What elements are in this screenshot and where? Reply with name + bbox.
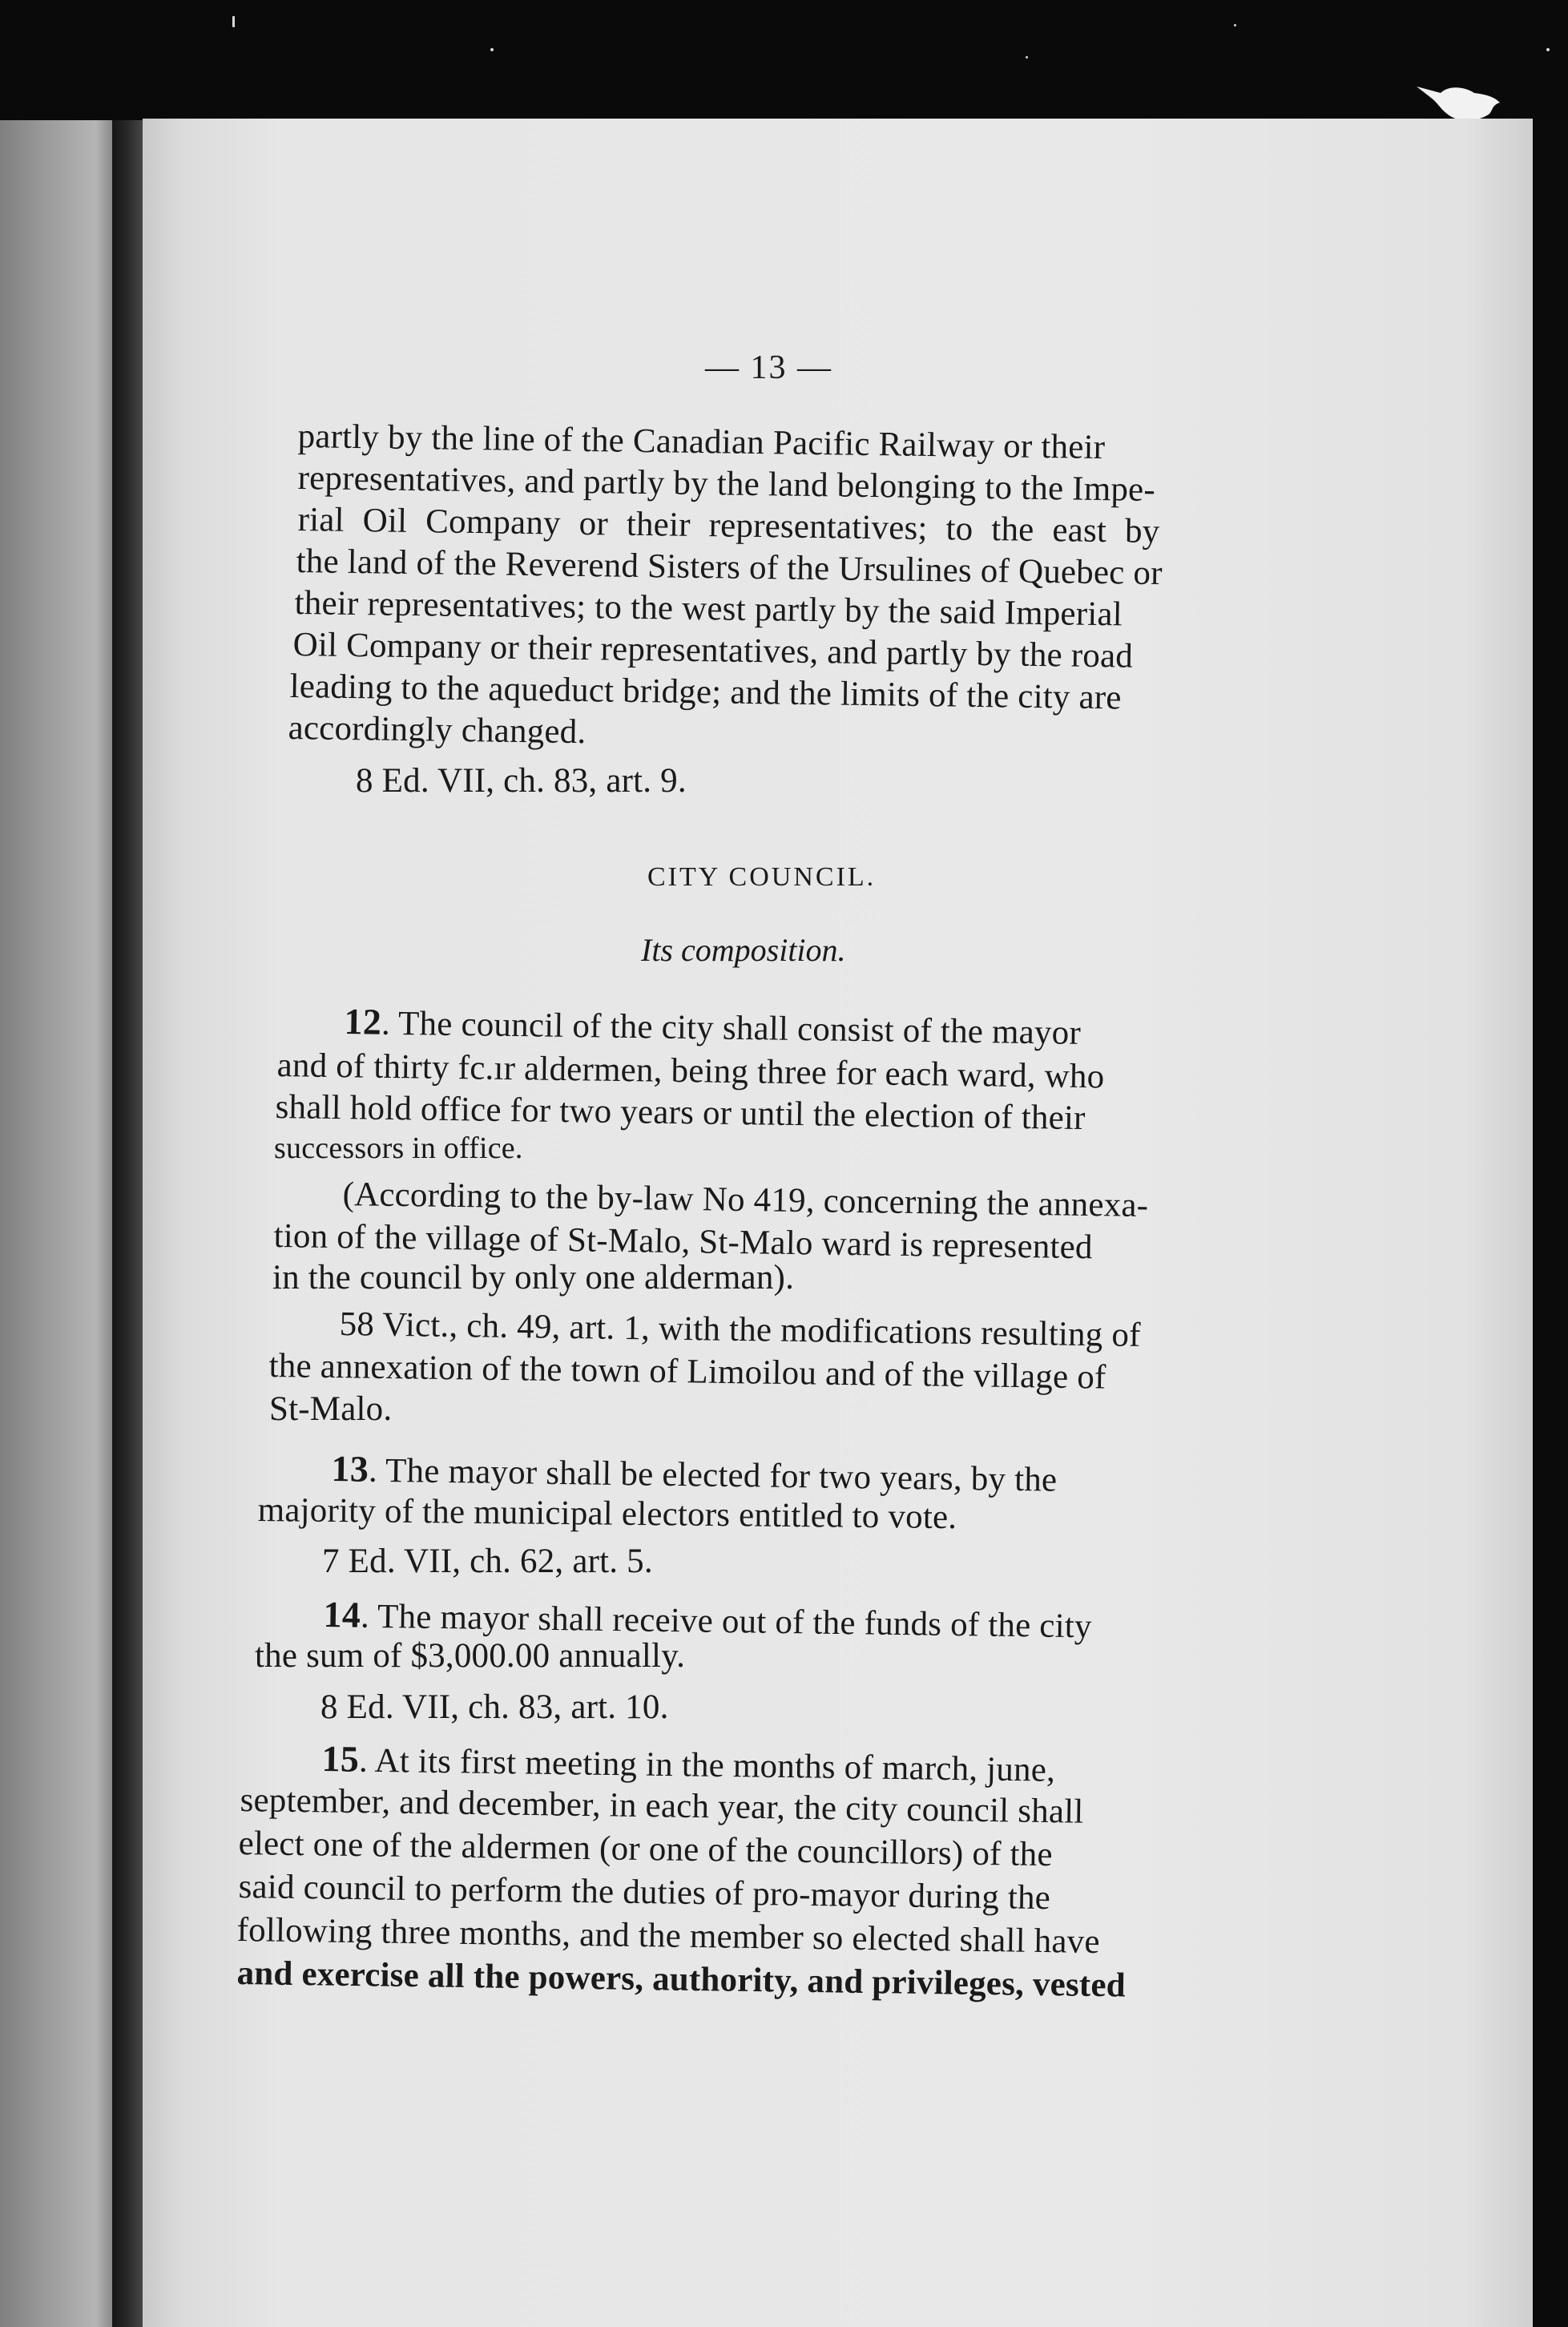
book-gutter	[112, 120, 144, 2327]
article-text: . The mayor shall receive out of the funds of the city	[360, 1597, 1092, 1646]
scan-top-border	[0, 0, 1568, 120]
source-line: 58 Vict., ch. 49, art. 1, with the modifications resulting of	[339, 1305, 1141, 1354]
paragraph-line: elect one of the aldermen (or one of the councillors) of the	[238, 1825, 1054, 1874]
paragraph-line: majority of the municipal electors entitled to vote.	[257, 1491, 957, 1537]
scan-speck	[232, 16, 235, 27]
scan-speck	[1546, 48, 1550, 51]
note-line: tion of the village of St-Malo, St-Malo ward is represented	[273, 1216, 1093, 1267]
scan-speck	[1234, 24, 1236, 26]
citation: 8 Ed. VII, ch. 83, art. 9.	[356, 762, 687, 800]
paragraph-line: leading to the aqueduct bridge; and the limits of the city are	[289, 667, 1122, 717]
previous-page-edge	[0, 120, 112, 2327]
paragraph-line: september, and december, in each year, the city council shall	[240, 1781, 1084, 1831]
citation: 8 Ed. VII, ch. 83, art. 10.	[320, 1688, 669, 1726]
source-line: the annexation of the town of Limoilou and of the village of	[268, 1346, 1106, 1397]
note-line: in the council by only one alderman).	[272, 1259, 795, 1297]
paragraph-line: and of thirty fc.ır aldermen, being three for each ward, who	[276, 1046, 1105, 1096]
citation: 7 Ed. VII, ch. 62, art. 5.	[322, 1543, 653, 1580]
paragraph-line: partly by the line of the Canadian Pacific Railway or their	[297, 417, 1106, 467]
scan-right-border	[1533, 120, 1568, 2327]
source-line: St-Malo.	[269, 1390, 393, 1428]
paragraph-line: and exercise all the powers, authority, and privileges, vested	[236, 1954, 1127, 2005]
paragraph-line: said council to perform the duties of pro-mayor during the	[238, 1868, 1051, 1918]
section-heading: CITY COUNCIL.	[647, 862, 877, 892]
paragraph-line: representatives, and partly by the land belonging to the Impe-	[297, 458, 1156, 509]
note-line: (According to the by-law No 419, concerning the annexa-	[342, 1175, 1149, 1225]
paragraph-line: accordingly changed.	[288, 708, 586, 752]
paragraph-line: the land of the Reverend Sisters of the Ursulines of Quebec or	[296, 542, 1163, 593]
article-number: 15	[321, 1738, 360, 1780]
subheading: Its composition.	[641, 932, 846, 968]
article-number: 13	[331, 1447, 369, 1490]
paragraph-line: rial Oil Company or their representatives; to the east by	[297, 500, 1160, 551]
paragraph-line: their representatives; to the west partly by the said Imperial	[294, 583, 1123, 634]
page-number: — 13 —	[705, 349, 832, 386]
paragraph-line: following three months, and the member so elected shall have	[236, 1911, 1101, 1962]
article-number: 12	[344, 1000, 382, 1043]
article-text: . The council of the city shall consist of the mayor	[381, 1004, 1082, 1052]
article-text: . The mayor shall be elected for two years, by the	[368, 1451, 1058, 1499]
scan-speck	[490, 48, 494, 51]
scan-speck	[1026, 56, 1028, 58]
paragraph-line: Oil Company or their representatives, and partly by the road	[292, 625, 1134, 676]
paragraph-line: successors in office.	[274, 1131, 523, 1165]
article-text: . At its first meeting in the months of march, june,	[358, 1741, 1056, 1789]
article-number: 14	[323, 1593, 361, 1635]
paragraph-line: shall hold office for two years or until the election of their	[275, 1087, 1086, 1138]
paragraph-line: the sum of $3,000.00 annually.	[255, 1637, 686, 1675]
